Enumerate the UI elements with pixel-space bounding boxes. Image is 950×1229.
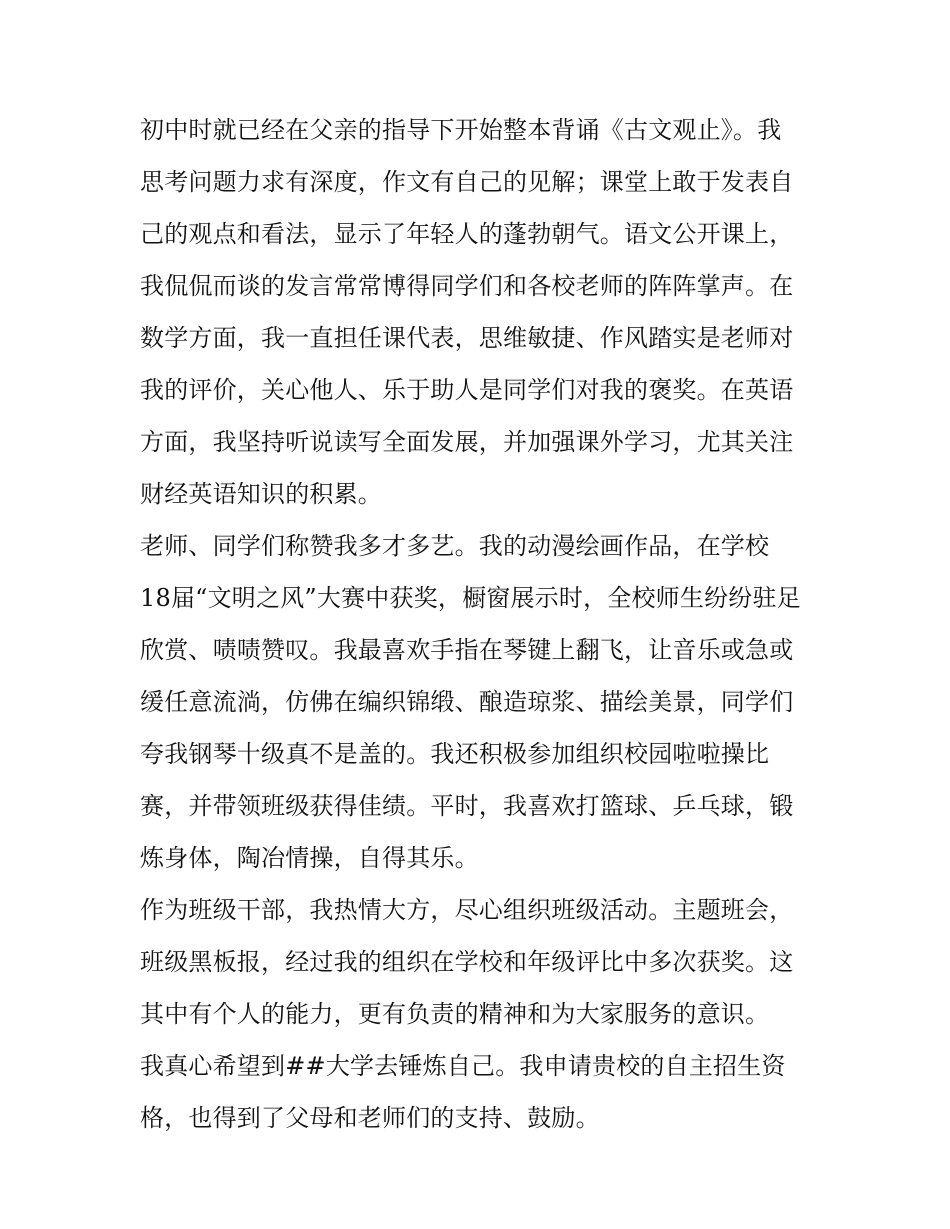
text-line: 思考问题力求有深度，作文有自己的见解；课堂上敢于发表自 [140, 168, 794, 196]
text-line: 我侃侃而谈的发言常常博得同学们和各校老师的阵阵掌声。在 [140, 272, 794, 300]
text-line: 财经英语知识的积累。 [140, 480, 382, 508]
text-line: 老师、同学们称赞我多才多艺。我的动漫绘画作品，在学校 [140, 532, 770, 560]
text-line: 炼身体，陶冶情操，自得其乐。 [140, 844, 479, 872]
text-line: 缓任意流淌，仿佛在编织锦缎、酿造琼浆、描绘美景，同学们 [140, 688, 794, 716]
text-line: 格，也得到了父母和老师们的支持、鼓励。 [140, 1104, 600, 1132]
text-line: 方面，我坚持听说读写全面发展，并加强课外学习，尤其关注 [140, 428, 794, 456]
text-line: 班级黑板报，经过我的组织在学校和年级评比中多次获奖。这 [140, 948, 794, 976]
text-line: 夸我钢琴十级真不是盖的。我还积极参加组织校园啦啦操比 [140, 740, 770, 768]
text-line: 数学方面，我一直担任课代表，思维敏捷、作风踏实是老师对 [140, 324, 794, 352]
text-line: 赛，并带领班级获得佳绩。平时，我喜欢打篮球、乒乓球，锻 [140, 792, 794, 820]
text-line: 我真心希望到##大学去锤炼自己。我申请贵校的自主招生资 [140, 1052, 786, 1080]
text-line: 作为班级干部，我热情大方，尽心组织班级活动。主题班会， [140, 896, 794, 924]
text-line: 18届“文明之风”大赛中获奖，橱窗展示时，全校师生纷纷驻足 [140, 584, 801, 612]
text-line: 我的评价，关心他人、乐于助人是同学们对我的褒奖。在英语 [140, 376, 794, 404]
text-line: 己的观点和看法，显示了年轻人的蓬勃朝气。语文公开课上， [140, 220, 794, 248]
text-line: 初中时就已经在父亲的指导下开始整本背诵《古文观止》。我 [140, 116, 782, 144]
document-body [140, 110, 820, 1150]
text-line: 欣赏、啧啧赞叹。我最喜欢手指在琴键上翻飞，让音乐或急或 [140, 636, 794, 664]
text-line: 其中有个人的能力，更有负责的精神和为大家服务的意识。 [140, 1000, 770, 1028]
